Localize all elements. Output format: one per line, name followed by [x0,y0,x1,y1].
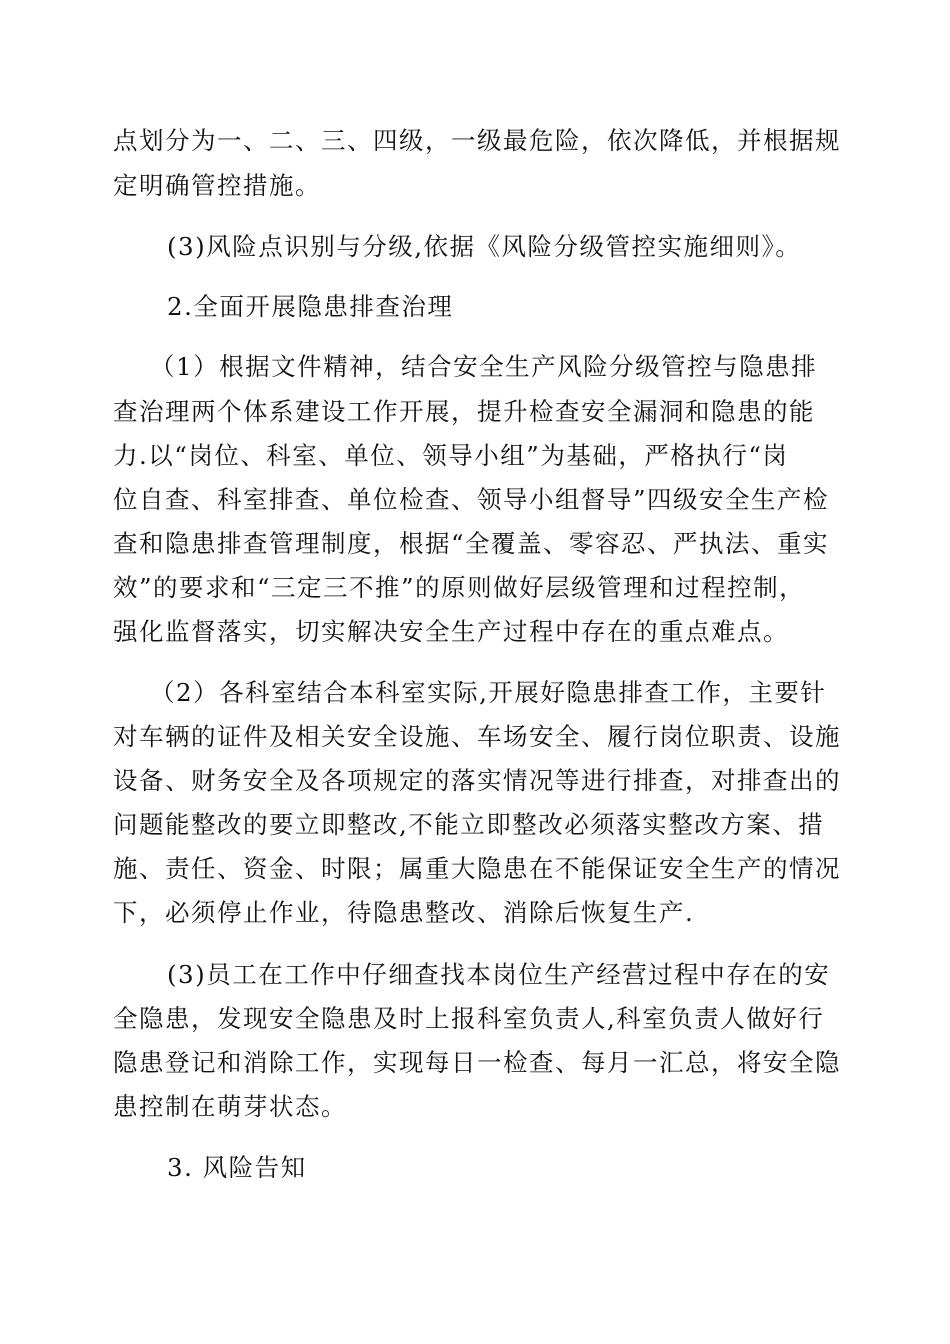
text-line: （2）各科室结合本科室实际,开展好隐患排查工作，主要针 [150,678,827,707]
text-line: 查和隐患排查管理制度，根据“全覆盖、零容忍、严执法、重实 [113,529,830,558]
text-line: 查治理两个体系建设工作开展，提升检查安全漏洞和隐患的能 [113,397,815,426]
section-heading: 2.全面开展隐患排查治理 [167,292,454,321]
text-line: 定明确管控措施。 [113,171,321,200]
text-line: 下，必须停止作业，待隐患整改、消除后恢复生产. [113,898,695,927]
text-line: 全隐患，发现安全隐患及时上报科室负责人,科室负责人做好行 [113,1004,825,1033]
text-line: 对车辆的证件及相关安全设施、车场安全、履行岗位职责、设施 [113,722,841,751]
text-line: 患控制在萌芽状态。 [113,1092,347,1121]
text-line: 强化监督落实，切实解决安全生产过程中存在的重点难点。 [113,617,789,646]
text-line: 施、责任、资金、时限；属重大隐患在不能保证安全生产的情况 [113,854,841,883]
text-line: （1）根据文件精神，结合安全生产风险分级管控与隐患排 [150,352,818,381]
text-line: 隐患登记和消除工作，实现每日一检查、每月一汇总，将安全隐 [113,1048,841,1077]
text-line: (3)员工在工作中仔细查找本岗位生产经营过程中存在的安 [167,960,831,989]
text-line: (3)风险点识别与分级,依据《风险分级管控实施细则》。 [167,232,802,261]
text-line: 问题能整改的要立即整改,不能立即整改必须落实整改方案、措 [113,810,825,839]
text-line: 效”的要求和“三定三不推”的原则做好层级管理和过程控制， [113,573,806,602]
text-line: 设备、财务安全及各项规定的落实情况等进行排查，对排查出的 [113,766,841,795]
text-line: 位自查、科室排查、单位检查、领导小组督导”四级安全生产检 [113,485,830,514]
text-line: 力.以“岗位、科室、单位、领导小组”为基础，严格执行“岗 [113,441,789,470]
text-line: 点划分为一、二、三、四级，一级最危险，依次降低，并根据规 [113,126,841,155]
section-heading: 3. 风险告知 [167,1153,307,1182]
